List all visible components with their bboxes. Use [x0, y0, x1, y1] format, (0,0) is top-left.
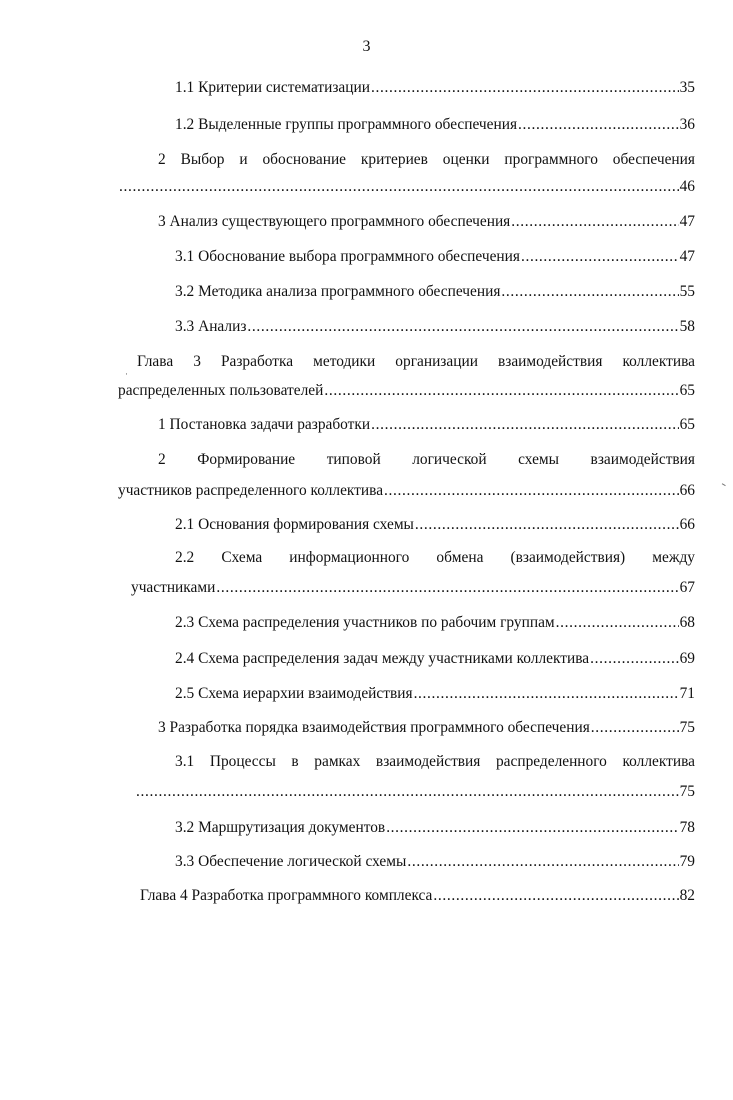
toc-leader-dots	[324, 381, 678, 401]
page-number: 3	[362, 38, 371, 55]
toc-leader-dots	[433, 886, 678, 906]
toc-leader-dots	[384, 481, 679, 501]
toc-entry-2-line2	[118, 177, 695, 197]
toc-entry-title: 1.1 Критерии систематизации	[175, 79, 370, 96]
toc-leader-dots	[518, 115, 679, 135]
scan-speck: ·	[125, 369, 128, 379]
toc-leader-dots	[591, 718, 679, 738]
toc-entry-ch3-1	[158, 415, 695, 435]
toc-entry-3-3	[175, 317, 695, 337]
toc-entry-page: 65	[679, 416, 695, 433]
toc-leader-dots	[136, 782, 679, 802]
toc-entry-page: 75	[679, 719, 695, 736]
toc-entry-3	[158, 212, 695, 232]
toc-entry-title: 2.3 Схема распределения участников по рабочим группам	[175, 614, 555, 631]
toc-leader-dots	[119, 177, 679, 197]
toc-chapter-3-line1: Глава 3 Разработка методики организации взаимодействия коллектива	[137, 353, 695, 370]
toc-entry-title: 3 Анализ существующего программного обеспечения	[158, 213, 511, 230]
toc-entry-title: участников распределенного коллектива	[118, 482, 384, 499]
toc-entry-page: 58	[679, 318, 695, 335]
toc-entry-ch3-3-3	[175, 852, 695, 872]
toc-entry-ch3-2-1	[175, 515, 695, 535]
toc-entry-page: 46	[679, 178, 695, 195]
toc-chapter-3-line2	[118, 381, 695, 401]
toc-entry-page: 79	[679, 853, 695, 870]
toc-entry-page: 67	[679, 579, 695, 596]
toc-leader-dots	[414, 684, 679, 704]
toc-entry-title: 2.4 Схема распределения задач между участниками коллектива	[175, 650, 590, 667]
toc-entry-title: 3.2 Методика анализа программного обеспечения	[175, 283, 501, 300]
toc-entry-ch3-3-1-line1: 3.1 Процессы в рамках взаимодействия распределенного коллектива	[175, 753, 695, 770]
toc-entry-title: 3.2 Маршрутизация документов	[175, 819, 386, 836]
toc-entry-3-2	[175, 282, 695, 302]
toc-leader-dots	[556, 613, 679, 633]
toc-entry-ch3-2-2-line1: 2.2 Схема информационного обмена (взаимодействия) между	[175, 549, 695, 566]
toc-entry-page: 47	[679, 213, 695, 230]
toc-entry-1-1	[175, 78, 695, 98]
toc-entry-title: распределенных пользователей	[118, 382, 324, 399]
toc-entry-1-2	[175, 115, 695, 135]
toc-entry-ch3-3	[158, 718, 695, 738]
toc-entry-page: 82	[679, 887, 695, 904]
toc-entry-ch3-2-line1: 2 Формирование типовой логической схемы взаимодействия	[158, 451, 695, 468]
toc-entry-title: 2.1 Основания формирования схемы	[175, 516, 414, 533]
toc-entry-title: 3.3 Обеспечение логической схемы	[175, 853, 407, 870]
toc-entry-title: 1 Постановка задачи разработки	[158, 416, 371, 433]
toc-entry-title: 3.3 Анализ	[175, 318, 247, 335]
toc-entry-page: 71	[679, 685, 695, 702]
toc-entry-title: участниками	[131, 579, 216, 596]
toc-leader-dots	[415, 515, 679, 535]
toc-leader-dots	[371, 78, 679, 98]
toc-entry-page: 47	[679, 248, 695, 265]
toc-entry-page: 36	[679, 116, 695, 133]
toc-leader-dots	[501, 282, 678, 302]
toc-entry-3-1	[175, 247, 695, 267]
toc-entry-ch3-2-4	[175, 649, 695, 669]
toc-entry-page: 75	[679, 783, 695, 800]
toc-entry-2-line1: 2 Выбор и обоснование критериев оценки программного обеспечения	[158, 151, 695, 168]
toc-leader-dots	[247, 317, 678, 337]
toc-entry-ch3-2-line2	[118, 481, 695, 501]
toc-entry-page: 68	[679, 614, 695, 631]
toc-entry-page: 66	[679, 482, 695, 499]
toc-leader-dots	[216, 578, 678, 598]
toc-entry-ch3-2-2-line2	[131, 578, 695, 598]
toc-leader-dots	[371, 415, 679, 435]
toc-entry-ch3-2-3	[175, 613, 695, 633]
toc-leader-dots	[511, 212, 678, 232]
toc-leader-dots	[386, 818, 678, 838]
toc-entry-title: 2.5 Схема иерархии взаимодействия	[175, 685, 413, 702]
toc-entry-page: 69	[679, 650, 695, 667]
toc-entry-page: 35	[679, 79, 695, 96]
toc-entry-page: 65	[679, 382, 695, 399]
toc-entry-ch3-3-1-line2	[135, 782, 695, 802]
toc-entry-title: 3.1 Обоснование выбора программного обеспечения	[175, 248, 520, 265]
toc-entry-title: 3 Разработка порядка взаимодействия программного обеспечения	[158, 719, 590, 736]
toc-entry-page: 78	[679, 819, 695, 836]
toc-leader-dots	[407, 852, 678, 872]
toc-entry-title: Глава 4 Разработка программного комплекса	[140, 887, 433, 904]
toc-entry-page: 66	[679, 516, 695, 533]
toc-leader-dots	[590, 649, 678, 669]
toc-entry-ch3-2-5	[175, 684, 695, 704]
toc-entry-ch3-3-2	[175, 818, 695, 838]
toc-chapter-4	[140, 886, 695, 906]
toc-entry-title: 1.2 Выделенные группы программного обеспечения	[175, 116, 518, 133]
toc-leader-dots	[521, 247, 679, 267]
toc-entry-page: 55	[679, 283, 695, 300]
